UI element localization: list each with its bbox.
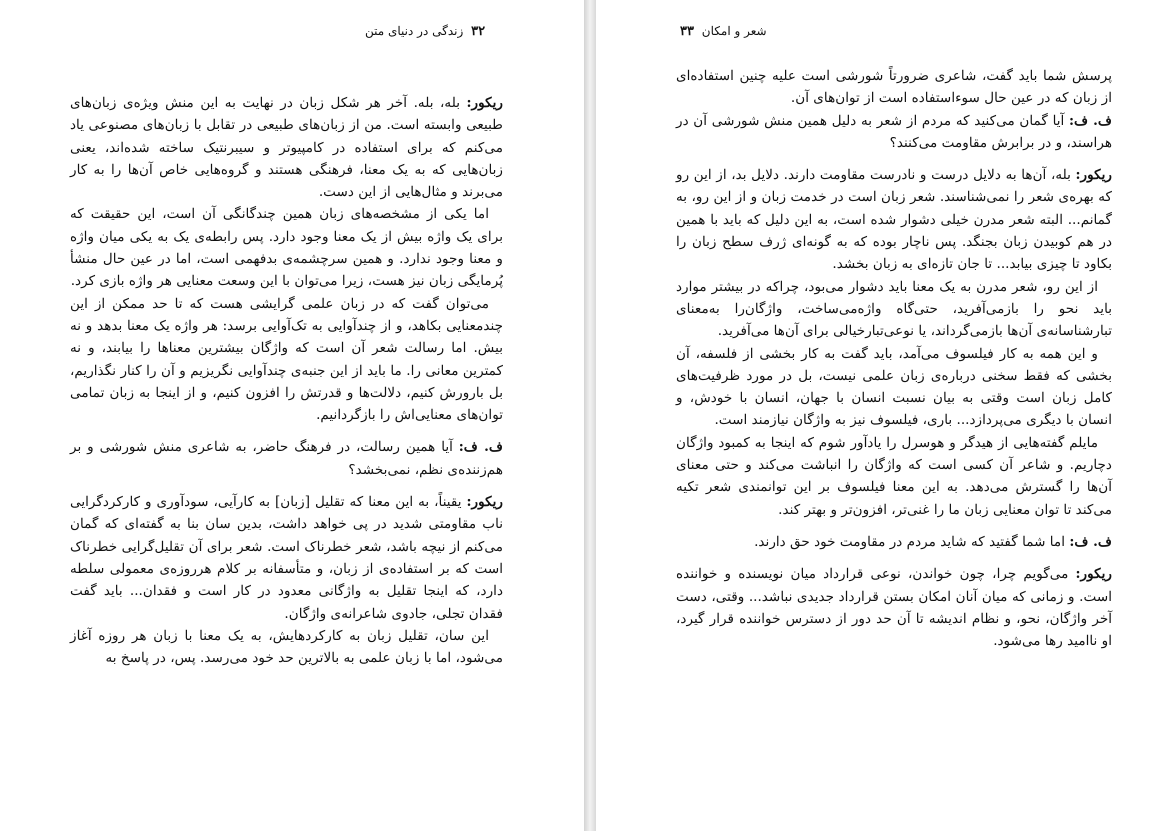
right-page [596, 0, 1168, 831]
paragraph [676, 164, 1112, 275]
paragraph [70, 491, 503, 625]
speaker-label: ف. ف: [1069, 533, 1112, 550]
paragraph [70, 203, 503, 292]
paragraph-text: بله، آن‌ها به دلایل درست و نادرست مقاومت دارند. دلایل بد، از این رو که بهره‌ی شعر را نمی‌شناسند. شعر زبان است در خدمت زبان و از این رو، به گمانم... البته شعر مدرن خیلی دشوار شده است، به این دلیل که باید با همین در هم کوبیدن زبان بجنگد. پس ناچار بوده که به گونه‌ای ژرف سطح زبان را بکاود تا چیزی بیابد... تا جان تازه‌ای به زبان بخشد. [676, 167, 1112, 273]
speaker-label: ریکور: [466, 494, 503, 511]
paragraph-text: می‌توان گفت که در زبان علمی گرایشی هست که تا حد ممکن از این چندمعنایی بکاهد، و از چندآوایی به تک‌آوایی برسد: هر واژه یک معنا بدهد و نه بیش. اما رسالت شعر آن است که واژگان بیشترین معناها را بیابند، و نه کمترین معانی را. ما باید از این جنبه‌ی چندآوایی نگریزیم و آن را کنار نگذاریم، بل بارورش کنیم، دلالت‌ها و قدرتش را افزون کنیم، و از اینجا به زبان تمامی توان‌های معنایی‌اش را بازگردانیم. [70, 295, 503, 424]
paragraph-text: اما شما گفتید که شاید مردم در مقاومت خود حق دارند. [754, 533, 1070, 550]
page-body [70, 92, 503, 669]
running-title: زندگی در دنیای متن [365, 24, 464, 38]
paragraph-text: بله، بله. آخر هر شکل زبان در نهایت به این منش ویژه‌ی زبان‌های طبیعی وابسته است. من از زبان‌های طبیعی در تقابل با زبان‌های مصنوعی یاد می‌کنم که برای استفاده در کامپیوتر و سیبرنتیک ساخته شده‌اند، یعنی زبان‌هایی که به یک معنا، فرهنگی هستند و گروه‌هایی خاص آن‌ها را به کار می‌برند و مثال‌هایی از این دست. [70, 95, 503, 201]
speaker-label: ریکور: [466, 95, 503, 111]
paragraph-text: مایلم گفته‌هایی از هیدگر و هوسرل را یادآور شوم که اینجا به کمبود واژگان دچاریم. و شاعر آن کسی است که واژگان را انباشت می‌کند و حتی معنای آن‌ها را گسترش می‌دهد. به این معنا فیلسوف بر این توانمندی شعر تکیه می‌کند تا توان معنایی زبان ما را غنی‌تر، افزون‌تر و بهتر کند. [676, 434, 1112, 518]
paragraph-text: پرسش شما باید گفت، شاعری ضرورتاً شورشی است علیه چنین استفاده‌ای از زبان که در عین حال سوءاستفاده است از توان‌های آن. [676, 68, 1112, 107]
speaker-label: ف. ف: [1068, 112, 1113, 129]
running-title: شعر و امکان [701, 24, 767, 38]
paragraph [676, 110, 1112, 155]
paragraph-text: آیا همین رسالت، در فرهنگ حاضر، به شاعری منش شورشی و بر هم‌زننده‌ی نظم، نمی‌بخشد؟ [70, 439, 503, 478]
paragraph-text: می‌گویم چرا، چون خواندن، نوعی قرارداد میان نویسنده و خواننده است. و زمانی که میان آنان امکان بستن قرارداد جدیدی نباشد... وقتی، دست آخر واژگان، نحو، و نظام اندیشه تا آن حد دور از دسترس خواننده قرار گیرد، او ناامید رها می‌شود. [676, 566, 1112, 650]
paragraph [70, 92, 503, 203]
page-header [676, 24, 767, 39]
speaker-label: ریکور: [1075, 167, 1112, 184]
paragraph-text: یقیناً، به این معنا که تقلیل [زبان] به کارآیی، سودآوری و کارکردگرایی ناب مقاومتی شدید در پی خواهد داشت، بدین سان بنا به گفته‌ای که گمان می‌کنم از نیچه باشد، شعر خطرناک است. شعر برای آن تقلیل‌گرایی خطرناک است که بر استفاده‌ی از زبان، و متأسفانه بر کلام هرروزه‌ی معمولی سلطه دارد، که اینجا تقلیل به واژگانی معدود در کار است و فقدان... باید گفت فقدان تجلی، جادوی شاعرانه‌ی واژگان. [70, 494, 503, 622]
page-number: ۳۳ [680, 24, 694, 39]
paragraph [676, 343, 1112, 432]
speaker-label: ف. ف: [458, 439, 503, 456]
paragraph [676, 563, 1112, 652]
paragraph [676, 432, 1112, 521]
paragraph [676, 531, 1112, 553]
paragraph-text: و این همه به کار فیلسوف می‌آمد، باید گفت به کار بخشی از فلسفه، آن بخشی که فقط سخنی درباره‌ی زبان علمی نیست، بل در مورد ظرفیت‌های کامل زبان است وقتی به بیان نسبت انسان با جهان، انسان با خودش، و انسان با دیگری می‌پردازد... باری، فیلسوف نیز به واژگان نیازمند است. [676, 345, 1112, 429]
paragraph-text: از این رو، شعر مدرن به یک معنا باید دشوار می‌بود، چراکه در بیشتر موارد باید نحو را بازمی‌آفرید، حتی‌گاه واژه‌می‌ساخت، واژگان‌را به‌معنای تبارشناسانه‌ی آن‌ها بازمی‌گرداند، یا نوعی‌تبارخیالی برای آن‌ها می‌آفرید. [676, 278, 1112, 340]
paragraph [70, 625, 503, 670]
paragraph [70, 293, 503, 427]
book-gutter [584, 0, 596, 831]
paragraph-text: این سان، تقلیل زبان به کارکردهایش، به یک معنا با زبان هر روزه آغاز می‌شود، اما با زبان علمی به بالاترین حد خود می‌رسد. پس، در پاسخ به [70, 627, 503, 667]
paragraph [676, 276, 1112, 343]
page-number: ۳۲ [471, 24, 486, 39]
speaker-label: ریکور: [1075, 566, 1112, 583]
paragraph [70, 436, 503, 481]
page-body [676, 65, 1112, 652]
page-header [365, 24, 489, 39]
paragraph-text: اما یکی از مشخصه‌های زبان همین چندگانگی آن است، این حقیقت که برای یک واژه بیش از یک معنا وجود دارد. پس رابطه‌ی یک به یکی میان واژه و معنا وجود ندارد. و همین سرچشمه‌ی بدفهمی است، اما در عین حال منشأ پُرمایگی زبان نیز هست، زیرا می‌توان با این وسعت معنایی هر واژه بازی کرد. [70, 206, 503, 290]
paragraph [676, 65, 1112, 110]
paragraph-text: آیا گمان می‌کنید که مردم از شعر به دلیل همین منش شورشی آن در هراسند، و در برابرش مقاومت می‌کنند؟ [676, 112, 1112, 151]
